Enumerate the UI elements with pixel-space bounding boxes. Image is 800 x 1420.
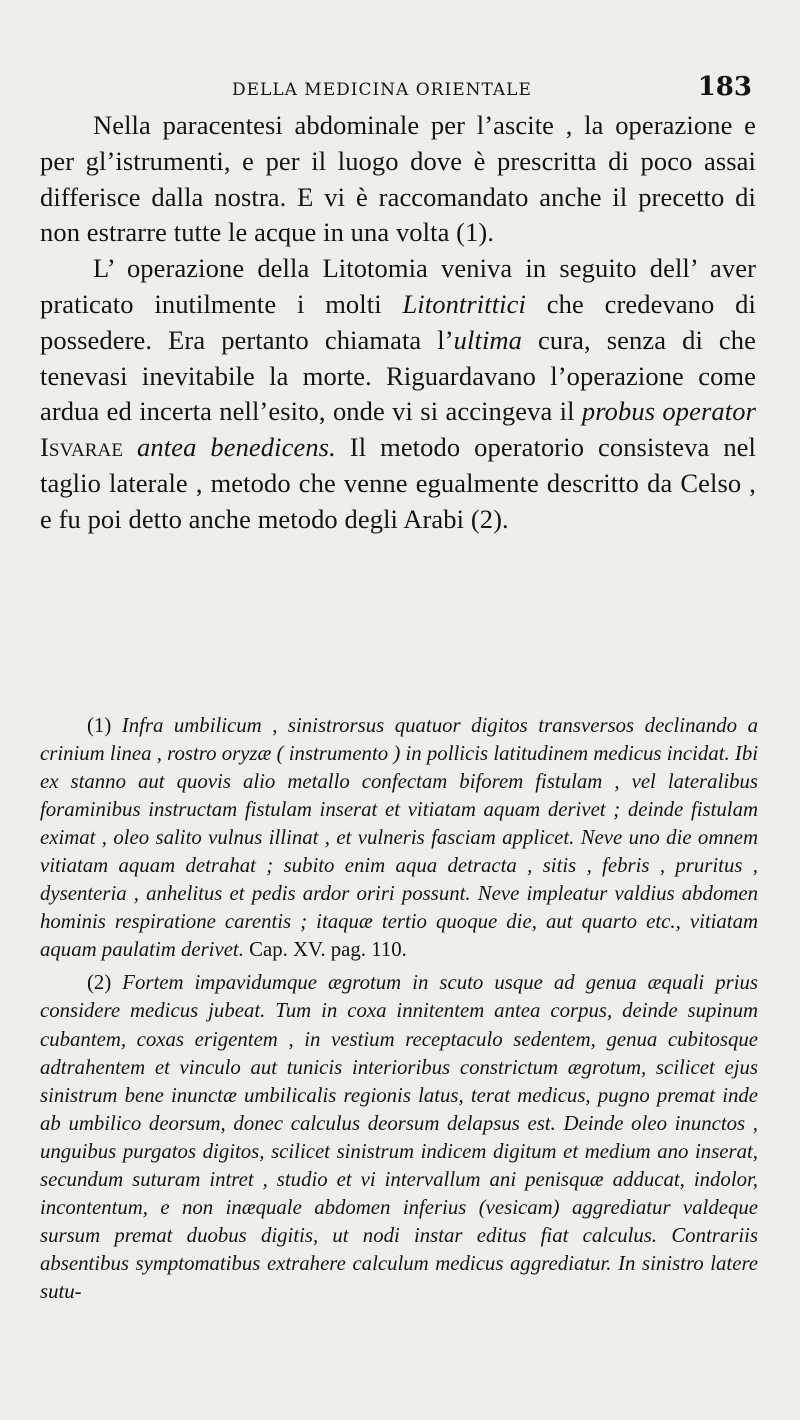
smallcaps-name-isvarae: Isvarae	[40, 432, 124, 463]
text-run: cura, senza di che tenevasi inevitabile la morte. Riguardavano l’operazione come ardua ed incerta nell’esito, onde vi si accingeva il	[40, 324, 756, 427]
footnotes	[40, 712, 758, 1306]
footnote-1	[40, 712, 758, 964]
italic-term-litontrittici: Litontrittici	[402, 288, 526, 319]
page-header	[40, 72, 760, 106]
italic-phrase-antea-benedicens: antea benedicens.	[137, 432, 336, 463]
running-title: DELLA MEDICINA ORIENTALE	[232, 80, 532, 100]
text-run: Il metodo operatorio consisteva nel taglio laterale , metodo che venne egualmente descritto da Celso , e fu poi detto anche metodo degli Arabi (2).	[40, 432, 756, 534]
text-run	[123, 432, 137, 462]
footnote-text: Infra umbilicum , sinistrorsus quatuor digitos transversos declinando a crinium linea , rostro oryzæ ( instrumento ) in pollicis latitudinem medicus incidat. Ibi ex stanno aut quovis alio metallo confectam biforem fistulam , vel lateralibus foraminibus instructam fistulam inserat et vitiatam aquam derivet ; deinde fistulam eximat , oleo salito vulnus illinat , et vulneris fasciam applicet. Neve uno die omnem vitiatam aquam detrahat ; subito enim aqua detracta , sitis , febris , pruritus , dysenteria , anhelitus et pedis ardor oriri possunt. Neve impleatur valdius abdomen hominis respiratione carentis ; itaquæ tertio quoque die, aut quarto etc., vitiatam aquam paulatim derivet.	[40, 714, 758, 962]
italic-phrase-probus-operator: probus operator	[581, 396, 756, 427]
footnote-marker: (1)	[87, 714, 112, 737]
footnote-text: Fortem impavidumque ægrotum in scuto usque ad genua æquali prius considere medicus jubeat. Tum in coxa innitentem antea corpus, deinde supinum cubantem, coxas erigentem , in vestium receptaculo sedentem, genua cubitosque adtrahentem et vinculo aut tunicis interioribus constrictum ægrotum, scilicet ejus sinistrum bene inunctæ umbilicalis regionis latus, terat medicus, pugno premat inde ab umbilico deorsum, donec calculus deorsum delapsus est. Deinde oleo inunctos , unguibus purgatos digitos, scilicet sinistrum indicem digitum et medium ano inserat, secundum suturam intret , studio et vi intervallum ani penisquæ adducat, indolor, incontentum, e non inæquale abdomen inferius (vesicam) aggrediatur valdeque sursum premat duobus digitis, ut nodi instar editus fiat calculus. Contrariis absentibus symptomatibus extrahere calculum medicus aggrediatur. In sinistro latere sutu-	[40, 971, 758, 1303]
footnote-2	[40, 969, 758, 1306]
main-text	[40, 108, 756, 538]
text-run: L’ operazione della Litotomia veniva in seguito dell’ aver praticato inutilmente i molti	[40, 253, 756, 319]
italic-term-ultima: ultima	[453, 324, 522, 355]
footnote-marker: (2)	[87, 971, 112, 995]
paragraph-paracentesis: Nella paracentesi abdominale per l’ascite , la operazione e per gl’istrumenti, e per il luogo dove è prescritta di poco assai differisce dalla nostra. E vi è raccomandato anche il precetto di non estrarre tutte le acque in una volta (1).	[40, 110, 756, 248]
text-run: che credevano di possedere. Era pertanto chiamata l’	[40, 288, 756, 355]
paragraph-lithotomy	[40, 251, 756, 537]
page-number: 183	[697, 72, 752, 102]
footnote-reference: Cap. XV. pag. 110.	[249, 938, 407, 962]
